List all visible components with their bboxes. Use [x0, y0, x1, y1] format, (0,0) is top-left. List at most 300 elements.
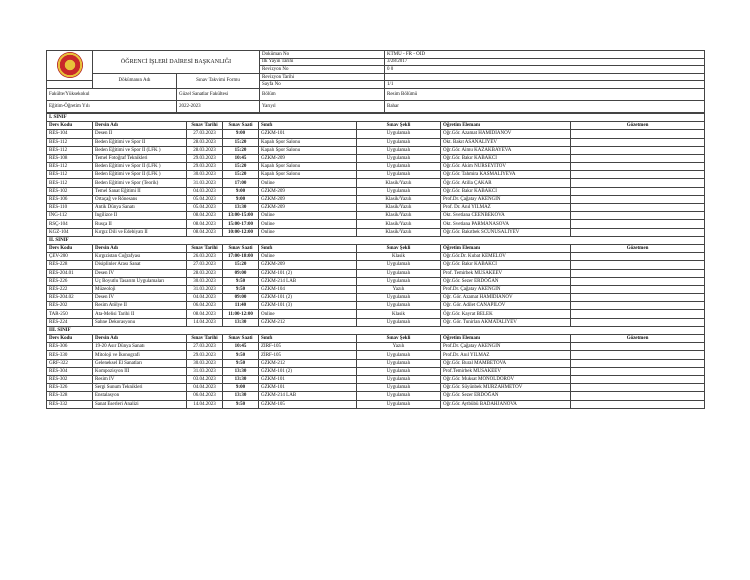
exam-time-cell: 10:45	[223, 154, 259, 162]
table-row	[47, 212, 705, 220]
course-code-cell: RES-304	[47, 367, 93, 375]
exam-type-cell: Uygulamalı	[357, 351, 441, 359]
instructor-cell: Okt. Svetlana PARMANASOVA	[441, 220, 571, 228]
classroom-cell: Online	[259, 310, 357, 318]
proctor-cell	[571, 302, 705, 310]
course-name-cell: Kırgız Dili ve Edebiyatı II	[93, 228, 187, 236]
proctor-cell	[571, 359, 705, 367]
classroom-cell: Online	[259, 179, 357, 187]
proctor-cell	[571, 154, 705, 162]
exam-time-cell: 13:00-15:00	[223, 212, 259, 220]
exam-date-cell: 30.03.2023	[187, 359, 223, 367]
column-header-course-name: Dersin Adı	[93, 122, 187, 130]
course-code-cell: RES-102	[47, 187, 93, 195]
exam-type-cell: Uygulamalı	[357, 294, 441, 302]
column-header-course-code: Ders Kodu	[47, 335, 93, 343]
course-code-cell: RES-226	[47, 277, 93, 285]
meta-label: Doküman No	[260, 51, 385, 59]
classroom-cell: Online	[259, 212, 357, 220]
column-header-classroom: Sınıfı	[259, 122, 357, 130]
year-label: Eğitim-Öğretim Yılı	[47, 100, 177, 112]
exam-date-cell: 04.04.2023	[187, 384, 223, 392]
instructor-cell: Prof. Temirbek MUSAKEEV	[441, 269, 571, 277]
table-row	[47, 204, 705, 212]
instructor-cell: Öğr.Gör. Süyünbek MURZAHMETOV	[441, 384, 571, 392]
exam-type-cell: Klasik/Yazılı	[357, 195, 441, 203]
proctor-cell	[571, 138, 705, 146]
exam-type-cell: Uygulamalı	[357, 171, 441, 179]
exam-type-cell: Klasik/Yazılı	[357, 212, 441, 220]
classroom-cell: Kapalı Spor Salonu	[259, 138, 357, 146]
instructor-cell: Öğr.Gör. Aimu KAZAKBAYEVA	[441, 146, 571, 154]
exam-time-cell: 15:20	[223, 171, 259, 179]
exam-date-cell: 08.04.2023	[187, 220, 223, 228]
table-row	[47, 179, 705, 187]
exam-date-cell: 27.03.2023	[187, 130, 223, 138]
course-name-cell: İngilizce II	[93, 212, 187, 220]
logo-spacer	[47, 81, 93, 89]
exam-type-cell: Uygulamalı	[357, 359, 441, 367]
exam-type-cell: Uygulamalı	[357, 146, 441, 154]
meta-label: Sayfa No	[260, 81, 385, 89]
column-header-instructor: Öğretim Elemanı	[441, 244, 571, 252]
course-code-cell: İNG-112	[47, 212, 93, 220]
course-name-cell: Sanat Eserleri Analizi	[93, 400, 187, 408]
proctor-cell	[571, 187, 705, 195]
faculty-value: Güzel Sanatlar Fakültesi	[177, 88, 260, 100]
classroom-cell: GZKM-101 (2)	[259, 367, 357, 375]
table-row	[47, 359, 705, 367]
classroom-cell: Online	[259, 220, 357, 228]
proctor-cell	[571, 146, 705, 154]
proctor-cell	[571, 220, 705, 228]
exam-time-cell: 9:00	[223, 384, 259, 392]
proctor-cell	[571, 343, 705, 351]
department-value: Resim Bölümü	[385, 88, 705, 100]
classroom-cell: GZKM-101 (2)	[259, 269, 357, 277]
form-header-table	[46, 50, 705, 113]
column-header-exam-type: Sınav Şekli	[357, 244, 441, 252]
classroom-cell: GZKM-214 LAB	[259, 392, 357, 400]
section-title: I. SINIF	[47, 113, 705, 121]
faculty-label: Fakülte/Yüksekokul	[47, 88, 177, 100]
classroom-cell: Kapalı Spor Salonu	[259, 146, 357, 154]
proctor-cell	[571, 367, 705, 375]
course-name-cell: Resim IV	[93, 375, 187, 383]
university-logo	[57, 52, 83, 78]
exam-time-cell: 9:00	[223, 130, 259, 138]
course-code-cell: RES-326	[47, 384, 93, 392]
classroom-cell: Online	[259, 228, 357, 236]
table-row	[47, 187, 705, 195]
course-name-cell: Beden Eğitimi ve Spor (Teorik)	[93, 179, 187, 187]
department-label: Bölüm	[260, 88, 385, 100]
classroom-cell: GZKM-209	[259, 195, 357, 203]
classroom-cell: GZKM-101 (3)	[259, 302, 357, 310]
meta-label: İlk Yayın Tarihi	[260, 58, 385, 66]
exam-type-cell: Klasik/Yazılı	[357, 179, 441, 187]
course-code-cell: RES-104	[47, 130, 93, 138]
exam-date-cell: 08.04.2023	[187, 212, 223, 220]
course-name-cell: Desen IV	[93, 294, 187, 302]
column-header-exam-time: Sınav Saati	[223, 335, 259, 343]
exam-schedule-form	[46, 50, 704, 409]
course-code-cell: RES-106	[47, 195, 93, 203]
course-name-cell: Geleneksel El Sanatları	[93, 359, 187, 367]
course-code-cell: RES-306	[47, 343, 93, 351]
exam-type-cell: Uygulamalı	[357, 375, 441, 383]
exam-type-cell: Yazılı	[357, 343, 441, 351]
exam-time-cell: 15:20	[223, 146, 259, 154]
table-row	[47, 277, 705, 285]
classroom-cell: GZKM-209	[259, 154, 357, 162]
instructor-cell: Öğr.Gör. Azamat HAMİDİANOV	[441, 130, 571, 138]
section-title-row	[47, 326, 705, 334]
course-code-cell: RES-110	[47, 204, 93, 212]
meta-label: Revizyon No	[260, 66, 385, 74]
exam-date-cell: 28.03.2023	[187, 269, 223, 277]
exam-type-cell: Klasik/Yazılı	[357, 228, 441, 236]
course-name-cell: Temel Sanat Eğitimi II	[93, 187, 187, 195]
table-row	[47, 400, 705, 408]
column-header-exam-type: Sınav Şekli	[357, 335, 441, 343]
exam-time-cell: 9:50	[223, 285, 259, 293]
exam-type-cell: Klasik	[357, 253, 441, 261]
classroom-cell: ZİRF-105	[259, 343, 357, 351]
proctor-cell	[571, 204, 705, 212]
table-row	[47, 220, 705, 228]
course-name-cell: Beden Eğitimi ve Spor II (LFK )	[93, 163, 187, 171]
course-name-cell: Desen II	[93, 130, 187, 138]
column-header-exam-date: Sınav Tarihi	[187, 244, 223, 252]
exam-time-cell: 11:00-12:00	[223, 310, 259, 318]
exam-date-cell: 05.04.2023	[187, 195, 223, 203]
semester-label: Yarıyıl	[260, 100, 385, 112]
proctor-cell	[571, 351, 705, 359]
classroom-cell: Kapalı Spor Salonu	[259, 163, 357, 171]
course-name-cell: Ata-Melisi Tarihi II	[93, 310, 187, 318]
instructor-cell: Okt. Svetlana CEENBEKOVA	[441, 212, 571, 220]
proctor-cell	[571, 228, 705, 236]
exam-type-cell: Uygulamalı	[357, 130, 441, 138]
exam-time-cell: 17:00	[223, 179, 259, 187]
schedule-table	[46, 113, 705, 409]
table-row	[47, 302, 705, 310]
table-row	[47, 375, 705, 383]
column-header-instructor: Öğretim Elemanı	[441, 122, 571, 130]
exam-type-cell: Uygulamalı	[357, 187, 441, 195]
meta-value: 0 0	[385, 66, 705, 74]
course-code-cell: RES-202	[47, 302, 93, 310]
course-name-cell: Disiplinler Arası Sanat	[93, 261, 187, 269]
column-header-instructor: Öğretim Elemanı	[441, 335, 571, 343]
column-header-course-code: Ders Kodu	[47, 122, 93, 130]
exam-type-cell: Uygulamalı	[357, 154, 441, 162]
exam-time-cell: 9:00	[223, 195, 259, 203]
instructor-cell: Prof.Dr. Çağatay AKENGİN	[441, 195, 571, 203]
proctor-cell	[571, 310, 705, 318]
classroom-cell: GZKM-214 LAB	[259, 277, 357, 285]
instructor-cell: Öğr.Gör. Bural MAMBETOVA	[441, 359, 571, 367]
course-name-cell: Kompozisyon III	[93, 367, 187, 375]
exam-date-cell: 06.04.2023	[187, 302, 223, 310]
instructor-cell: Öğr.Gör. Tahmira KASMALİYEVA	[441, 171, 571, 179]
proctor-cell	[571, 294, 705, 302]
exam-time-cell: 9:50	[223, 359, 259, 367]
proctor-cell	[571, 253, 705, 261]
instructor-cell: Prof.Dr. Anıl YILMAZ	[441, 351, 571, 359]
instructor-cell: Öğr.Gör. Bakır KABAKCI	[441, 187, 571, 195]
column-header-exam-date: Sınav Tarihi	[187, 335, 223, 343]
classroom-cell: GZKM-209	[259, 204, 357, 212]
exam-time-cell: 15:20	[223, 261, 259, 269]
proctor-cell	[571, 212, 705, 220]
table-row	[47, 392, 705, 400]
exam-date-cell: 08.04.2023	[187, 228, 223, 236]
table-row	[47, 310, 705, 318]
meta-label: Revizyon Tarihi	[260, 73, 385, 81]
classroom-cell: GZKM-209	[259, 187, 357, 195]
proctor-cell	[571, 163, 705, 171]
exam-date-cell: 04.03.2023	[187, 187, 223, 195]
table-row	[47, 253, 705, 261]
year-value: 2022-2023	[177, 100, 260, 112]
table-row	[47, 171, 705, 179]
table-row	[47, 285, 705, 293]
classroom-cell: ZİRF-105	[259, 351, 357, 359]
instructor-cell: Prof.Dr. Çağatay AKENGİN	[441, 343, 571, 351]
table-row	[47, 261, 705, 269]
exam-date-cell: 28.03.2023	[187, 138, 223, 146]
doc-name-value: Sınav Takvimi Formu	[177, 73, 260, 88]
section-title: II. SINIF	[47, 236, 705, 244]
exam-date-cell: 31.03.2023	[187, 285, 223, 293]
course-name-cell: 19-20 Asır Dünya Sanatı	[93, 343, 187, 351]
exam-date-cell: 04.04.2023	[187, 294, 223, 302]
table-row	[47, 318, 705, 326]
column-header-proctor: Gözetmen	[571, 122, 705, 130]
exam-date-cell: 27.03.2023	[187, 343, 223, 351]
exam-time-cell: 10:45	[223, 343, 259, 351]
course-code-cell: GRF-322	[47, 359, 93, 367]
course-name-cell: Enstalasyon	[93, 392, 187, 400]
course-name-cell: Ortaçağ ve Rönesans	[93, 195, 187, 203]
table-row	[47, 163, 705, 171]
instructor-cell: Öğr.Gör. Sezer ERDOĞAN	[441, 277, 571, 285]
course-code-cell: RES-222	[47, 285, 93, 293]
exam-time-cell: 15:00-17:00	[223, 220, 259, 228]
semester-value: Bahar	[385, 100, 705, 112]
exam-time-cell: 09:00	[223, 269, 259, 277]
exam-date-cell: 14.04.2023	[187, 318, 223, 326]
instructor-cell: Prof.Dr. Çağatay AKENGİN	[441, 285, 571, 293]
instructor-cell: Öğr.Gör.Dr. Kubat KEMELOV	[441, 253, 571, 261]
classroom-cell: Online	[259, 253, 357, 261]
proctor-cell	[571, 318, 705, 326]
course-code-cell: BES-112	[47, 163, 93, 171]
exam-date-cell: 30.03.2023	[187, 277, 223, 285]
course-code-cell: RES-108	[47, 154, 93, 162]
exam-time-cell: 13:30	[223, 204, 259, 212]
column-header-classroom: Sınıfı	[259, 335, 357, 343]
classroom-cell: GZKM-101	[259, 375, 357, 383]
table-row	[47, 195, 705, 203]
course-name-cell: Resim Atölye II	[93, 302, 187, 310]
table-row	[47, 351, 705, 359]
course-code-cell: RES-224	[47, 318, 93, 326]
column-header-row	[47, 122, 705, 130]
course-code-cell: BES-112	[47, 171, 93, 179]
course-name-cell: Beden Eğitimi ve Spor II	[93, 138, 187, 146]
section-title: III. SINIF	[47, 326, 705, 334]
classroom-cell: GZKM-105	[259, 400, 357, 408]
exam-date-cell: 28.03.2023	[187, 146, 223, 154]
course-name-cell: Üç Boyutlu Tasarım Uygulamaları	[93, 277, 187, 285]
column-header-exam-type: Sınav Şekli	[357, 122, 441, 130]
course-code-cell: BES-112	[47, 146, 93, 154]
exam-type-cell: Uygulamalı	[357, 163, 441, 171]
proctor-cell	[571, 375, 705, 383]
course-code-cell: TAR-250	[47, 310, 93, 318]
proctor-cell	[571, 179, 705, 187]
column-header-course-name: Dersin Adı	[93, 244, 187, 252]
exam-time-cell: 15:20	[223, 138, 259, 146]
classroom-cell: GZKM-209	[259, 261, 357, 269]
course-name-cell: Müzeoloji	[93, 285, 187, 293]
exam-type-cell: Klasik/Yazılı	[357, 204, 441, 212]
exam-type-cell: Uygulamalı	[357, 261, 441, 269]
exam-type-cell: Uygulamalı	[357, 269, 441, 277]
exam-date-cell: 03.04.2023	[187, 375, 223, 383]
table-row	[47, 294, 705, 302]
course-code-cell: RES-204.01	[47, 269, 93, 277]
classroom-cell: GZKM-212	[259, 359, 357, 367]
instructor-cell: Öğr.Gör. Kayrat BELEK	[441, 310, 571, 318]
exam-date-cell: 27.03.2023	[187, 261, 223, 269]
proctor-cell	[571, 195, 705, 203]
proctor-cell	[571, 384, 705, 392]
exam-time-cell: 13:30	[223, 375, 259, 383]
table-row	[47, 384, 705, 392]
course-code-cell: KGZ-104	[47, 228, 93, 236]
exam-type-cell: Uygulamalı	[357, 400, 441, 408]
course-code-cell: RES-332	[47, 400, 93, 408]
exam-date-cell: 05.04.2023	[187, 204, 223, 212]
doc-name-label: Dökümanın Adı	[93, 73, 177, 88]
meta-value: KTMÜ - FR - ÖİD	[385, 51, 705, 59]
table-row	[47, 343, 705, 351]
table-row	[47, 146, 705, 154]
section-title-row	[47, 113, 705, 121]
course-name-cell: Mitoloji ve İkonografi	[93, 351, 187, 359]
proctor-cell	[571, 171, 705, 179]
table-row	[47, 228, 705, 236]
course-code-cell: BES-112	[47, 179, 93, 187]
instructor-cell: Prof.Temirbek MUSAKEEV	[441, 367, 571, 375]
course-name-cell: Kırgızistan Coğrafyası	[93, 253, 187, 261]
exam-date-cell: 30.03.2023	[187, 171, 223, 179]
classroom-cell: GZKM-101 (2)	[259, 294, 357, 302]
exam-type-cell: Klasik/Yazılı	[357, 220, 441, 228]
classroom-cell: GZKM-104	[259, 285, 357, 293]
column-header-row	[47, 244, 705, 252]
course-name-cell: Beden Eğitimi ve Spor II (LFK )	[93, 146, 187, 154]
instructor-cell: Öğr. Gör. Adilet CANAPİLOV	[441, 302, 571, 310]
exam-date-cell: 14.04.2023	[187, 400, 223, 408]
meta-value	[385, 73, 705, 81]
column-header-row	[47, 335, 705, 343]
classroom-cell: GZKM-212	[259, 318, 357, 326]
exam-date-cell: 29.03.2023	[187, 163, 223, 171]
course-code-cell: RES-330	[47, 351, 93, 359]
table-row	[47, 138, 705, 146]
column-header-exam-time: Sınav Saati	[223, 244, 259, 252]
exam-type-cell: Uygulamalı	[357, 384, 441, 392]
exam-date-cell: 08.04.2023	[187, 310, 223, 318]
exam-date-cell: 06.04.2023	[187, 392, 223, 400]
proctor-cell	[571, 285, 705, 293]
exam-time-cell: 13:30	[223, 318, 259, 326]
instructor-cell: Öğr. Gör. Tunirlan AKMATALİYEV	[441, 318, 571, 326]
column-header-course-name: Dersin Adı	[93, 335, 187, 343]
instructor-cell: Öğr.Gör. Sezer ERDOĞAN	[441, 392, 571, 400]
classroom-cell: GZKM-101	[259, 384, 357, 392]
course-code-cell: RES-228	[47, 261, 93, 269]
exam-time-cell: 17:00-18:00	[223, 253, 259, 261]
proctor-cell	[571, 261, 705, 269]
course-name-cell: Rusça II	[93, 220, 187, 228]
classroom-cell: Kapalı Spor Salonu	[259, 171, 357, 179]
exam-date-cell: 26.03.2023	[187, 253, 223, 261]
proctor-cell	[571, 392, 705, 400]
meta-value: 1/1	[385, 81, 705, 89]
meta-value: 3/28/2017	[385, 58, 705, 66]
exam-date-cell: 29.03.2023	[187, 154, 223, 162]
course-code-cell: RES-302	[47, 375, 93, 383]
proctor-cell	[571, 269, 705, 277]
office-title: ÖĞRENCİ İŞLERİ DAİRESİ BAŞKANLIĞI	[93, 51, 260, 74]
exam-time-cell: 13:30	[223, 367, 259, 375]
exam-time-cell: 09:00	[223, 294, 259, 302]
exam-time-cell: 9:50	[223, 351, 259, 359]
exam-date-cell: 31.03.2023	[187, 179, 223, 187]
exam-type-cell: Klasik	[357, 310, 441, 318]
course-name-cell: Desen IV	[93, 269, 187, 277]
university-logo-cell	[47, 51, 93, 81]
exam-type-cell: Uygulamalı	[357, 138, 441, 146]
instructor-cell: Öğr.Gör. Bakır KABAKCI	[441, 154, 571, 162]
table-row	[47, 367, 705, 375]
instructor-cell: Öğr.Gör. Akim NURSEYİTOV	[441, 163, 571, 171]
exam-time-cell: 9:00	[223, 187, 259, 195]
course-name-cell: Beden Eğitimi ve Spor II (LFK )	[93, 171, 187, 179]
exam-type-cell: Yazılı	[357, 285, 441, 293]
table-row	[47, 154, 705, 162]
instructor-cell: Öğr.Gör. Atilla ÇAKAR	[441, 179, 571, 187]
exam-type-cell: Uygulamalı	[357, 318, 441, 326]
instructor-cell: Öğr.Gör. Aytbübü BADAHJANOVA	[441, 400, 571, 408]
table-row	[47, 130, 705, 138]
course-code-cell: BES-112	[47, 138, 93, 146]
course-name-cell: Sergi Sunum Teknikleri	[93, 384, 187, 392]
exam-time-cell: 9:50	[223, 400, 259, 408]
instructor-cell: Öğr.Gör. Muksat MONOLDOROV	[441, 375, 571, 383]
instructor-cell: Öğr.Gör. Bakıtbek SCUNUSALİYEV	[441, 228, 571, 236]
section-title-row	[47, 236, 705, 244]
column-header-exam-time: Sınav Saati	[223, 122, 259, 130]
course-code-cell: RES-204.02	[47, 294, 93, 302]
exam-time-cell: 13:30	[223, 392, 259, 400]
